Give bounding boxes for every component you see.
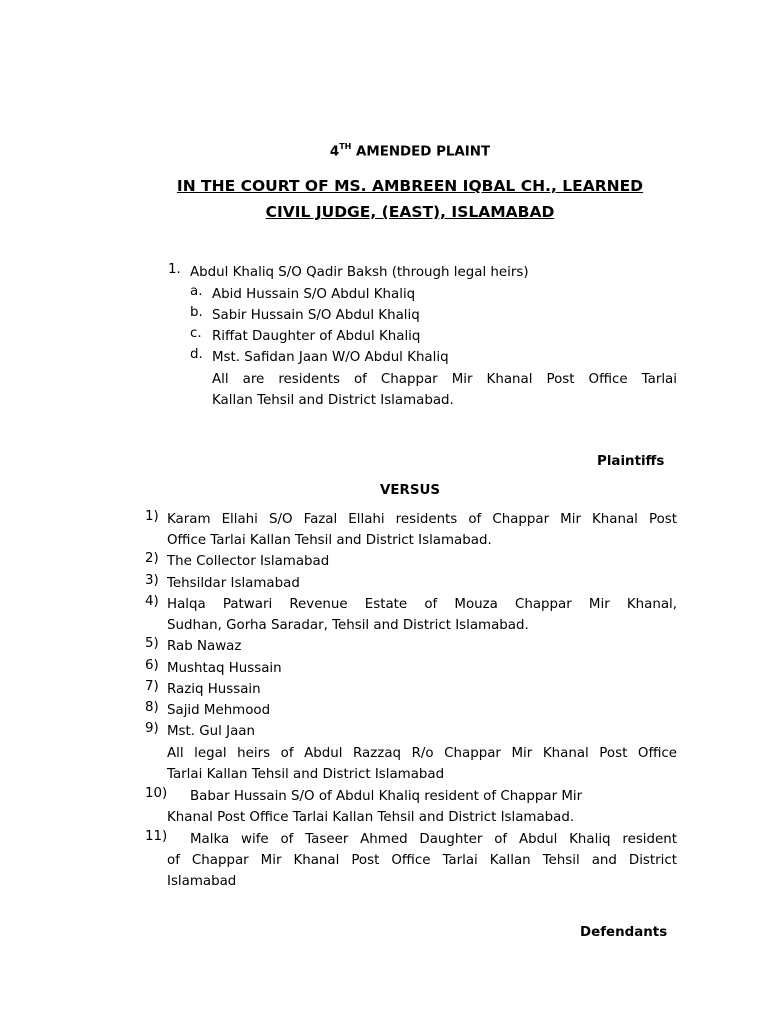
court-heading-line-2: CIVIL JUDGE, (EAST), ISLAMABAD	[265, 203, 555, 221]
plaintiffs-label: Plaintiffs	[597, 454, 665, 469]
defendant-line: Karam Ellahi S/O Fazal Ellahi residents of Chappar Mir Khanal Post	[167, 512, 677, 527]
defendant-line: Mushtaq Hussain	[167, 661, 282, 676]
defendant-line: Islamabad	[167, 874, 237, 890]
defendant-line: Halqa Patwari Revenue Estate of Mouza Chappar Mir Khanal,	[167, 597, 677, 612]
plaintiff-heir-text: Mst. Safidan Jaan W/O Abdul Khaliq	[212, 350, 449, 365]
plaintiff-heir-text: Abid Hussain S/O Abdul Khaliq	[212, 287, 416, 302]
defendant-line: Rab Nawaz	[167, 639, 242, 654]
plaintiff-heir-text: Riffat Daughter of Abdul Khaliq	[212, 329, 421, 344]
defendant-line: Tehsildar Islamabad	[167, 576, 300, 591]
defendant-number: 7)	[145, 679, 159, 694]
defendants-heirs-line-1: All legal heirs of Abdul Razzaq R/o Chappar Mir Khanal Post Office	[167, 746, 677, 761]
defendant-number: 9)	[145, 721, 159, 736]
defendant-number: 3)	[145, 573, 159, 588]
defendant-line: of Chappar Mir Khanal Post Office Tarlai Kallan Tehsil and District	[167, 853, 677, 868]
plaintiff-heir-number: b.	[190, 305, 203, 320]
title-ordinal: 4	[329, 144, 340, 160]
defendants-label: Defendants	[580, 925, 668, 940]
defendant-number: 6)	[145, 658, 159, 673]
defendant-entry-continued	[167, 850, 677, 893]
defendant-line: Office Tarlai Kallan Tehsil and District Islamabad.	[167, 533, 492, 549]
defendants-heirs-line-2: Tarlai Kallan Tehsil and District Islamabad	[167, 767, 445, 783]
defendant-line: Khanal Post Office Tarlai Kallan Tehsil and District Islamabad.	[167, 810, 575, 825]
defendant-number: 4)	[145, 594, 159, 609]
defendant-number: 5)	[145, 636, 159, 651]
plaintiffs-residence	[212, 369, 677, 412]
title-rest: AMENDED PLAINT	[351, 144, 491, 160]
defendants-heirs-note	[167, 743, 677, 786]
defendant-number: 1)	[145, 509, 159, 524]
plaintiff-heir-text: Sabir Hussain S/O Abdul Khaliq	[212, 308, 420, 323]
court-heading	[140, 173, 680, 225]
defendant-number: 11)	[145, 829, 168, 844]
defendant-line: Sudhan, Gorha Saradar, Tehsil and District Islamabad.	[167, 618, 529, 634]
defendant-line: Sajid Mehmood	[167, 703, 271, 718]
title-superscript: TH	[339, 142, 352, 151]
plaintiff-main-number: 1.	[168, 262, 181, 277]
defendant-line: Malka wife of Taseer Ahmed Daughter of Abdul Khaliq resident	[190, 832, 677, 847]
plaintiffs-residence-line-2: Kallan Tehsil and District Islamabad.	[212, 393, 454, 409]
defendant-entry	[167, 594, 677, 637]
defendant-line: Raziq Hussain	[167, 682, 261, 697]
defendant-entry	[190, 829, 677, 850]
plaintiff-heir-number: c.	[190, 326, 202, 341]
plaintiff-main-text: Abdul Khaliq S/O Qadir Baksh (through legal heirs)	[190, 265, 529, 280]
court-heading-line-1: IN THE COURT OF MS. AMBREEN IQBAL CH., LEARNED	[176, 177, 644, 195]
plaintiffs-residence-line-1: All are residents of Chappar Mir Khanal Post Office Tarlai	[212, 372, 677, 387]
defendant-line: Babar Hussain S/O of Abdul Khaliq resident of Chappar Mir	[190, 789, 583, 804]
defendant-line: The Collector Islamabad	[167, 554, 330, 569]
plaintiff-heir-number: d.	[190, 347, 203, 362]
defendant-entry	[167, 509, 677, 552]
defendant-number: 8)	[145, 700, 159, 715]
defendant-line: Mst. Gul Jaan	[167, 724, 255, 739]
defendant-number: 10)	[145, 786, 168, 801]
plaintiff-heir-number: a.	[190, 284, 203, 299]
defendant-number: 2)	[145, 551, 159, 566]
plaint-title	[0, 143, 768, 159]
versus-label: VERSUS	[380, 483, 440, 498]
